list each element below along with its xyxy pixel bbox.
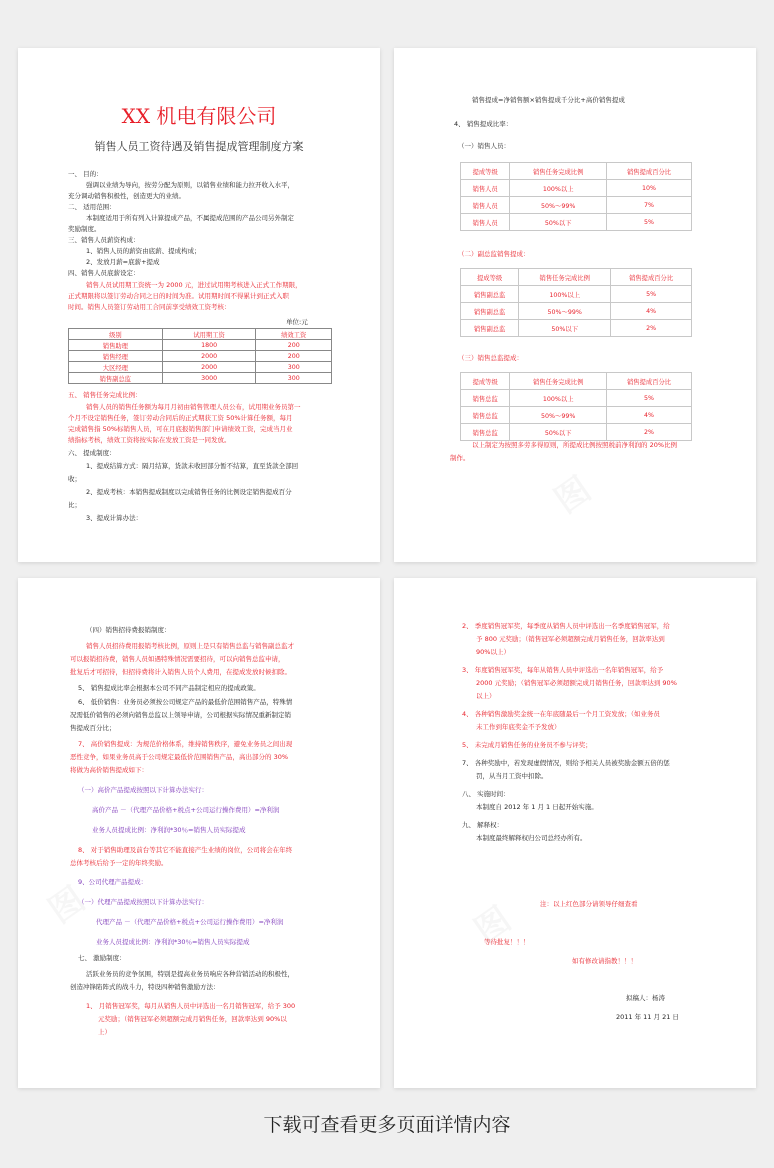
table-cell: 销售总监 (461, 424, 510, 441)
table-header-cell: 提成等级 (461, 163, 510, 180)
red-text-line: 总体考核后给予一定的年终奖励。 (70, 859, 168, 867)
document-page-3 (18, 578, 380, 1088)
table-cell: 销售人员 (461, 214, 510, 231)
table-cell: 2000 (162, 362, 256, 373)
table-cell: 100%以上 (519, 286, 611, 303)
section-heading: （四）销售招待费报销制度： (86, 626, 171, 634)
table-row (461, 197, 692, 214)
red-text-line: 销售人员招待费用报销考核比例，原则上是只有销售总监与销售副总监才 (86, 642, 294, 650)
table-cell: 销售副总监 (461, 303, 519, 320)
table-cell: 销售人员 (461, 180, 510, 197)
text-line: 罚，从当月工资中扣除。 (476, 772, 548, 780)
red-text-line: 绩指标考核，绩效工资将按实际在发放工资是一同发放。 (68, 436, 231, 444)
red-text-line: 正式期限将以签订劳动合同之日的时间为准。试用期时间不得累计到正式入职 (68, 292, 289, 300)
table-row (461, 214, 692, 231)
text-line: 1、销售人员的薪资由底薪、提成构成； (86, 247, 201, 255)
text-line: 四、销售人员底薪设定： (68, 269, 140, 277)
text-line: 一、 目的： (68, 170, 103, 178)
table-cell: 4% (607, 407, 692, 424)
section-heading: 4、 销售提成比率： (454, 120, 513, 128)
table-cell: 50%～99% (519, 303, 611, 320)
table-cell: 销售总监 (461, 390, 510, 407)
red-text-line: 未工作到年底奖金不予发放） (476, 723, 561, 731)
group-label: （一）销售人员： (458, 142, 510, 150)
text-line: 本制度自 2012 年 1 月 1 日起开始实施。 (476, 803, 598, 811)
table-header-cell: 销售任务完成比例 (510, 373, 607, 390)
red-text-line: 予 800 元奖励；（销售冠军必须超额完成月销售任务，回款率达到 (476, 635, 665, 643)
text-line: 创造冲锋陷阵式的战斗力，特设四种销售激励方法： (70, 983, 220, 991)
red-text-line: 恶性竞争，如果业务员高于公司规定最低价范围销售产品，高出部分的 30% (70, 753, 289, 761)
purple-text-line: 业务人员提成比例：净利润*30％=销售人员实际提成 (96, 938, 250, 946)
text-line: 强调以业绩为导向，按劳分配为原则，以销售业绩和能力拉开收入水平， (86, 181, 294, 189)
red-text-line: 8、 对于销售助理及前台等其它不能直接产生业绩的岗位，公司将会在年终 (78, 846, 293, 854)
red-note: 等待批复！！！ (484, 938, 530, 946)
drafter-signature: 拟稿人：杨涛 (626, 994, 665, 1002)
red-text-line: 将做为高价销售提成如下： (70, 766, 148, 774)
download-caption: 下载可查看更多页面详情内容 (263, 1114, 511, 1136)
text-line: 本制度最终解释权归公司总经办所有。 (476, 834, 587, 842)
table-cell: 销售总监 (461, 407, 510, 424)
commission-table-director (460, 372, 692, 441)
table-cell: 销售副总监 (69, 373, 163, 384)
table-header-cell: 销售任务完成比例 (519, 269, 611, 286)
table-row (69, 351, 332, 362)
table-cell: 销售人员 (461, 197, 510, 214)
red-text-line: 上） (98, 1028, 111, 1036)
red-text-line: 2000 元奖励；（销售冠军必须超额完成月销售任务，回款率达到 90% (476, 679, 677, 687)
red-text-line: 销售人员的销售任务额为每月月初由销售管理人员公布，试用期业务员第一 (86, 403, 301, 411)
red-text-line: 个月不设定销售任务，签订劳动合同后的正式期获工资 50%计算任务额，每月 (68, 414, 293, 422)
document-page-2 (394, 48, 756, 562)
purple-text-line: （一）代理产品提成按照以下计算办法实行： (78, 898, 208, 906)
table-cell: 7% (607, 197, 692, 214)
table-row (461, 286, 692, 303)
table-row (69, 373, 332, 384)
text-line: 活跃业务员的竞争氛围，特别是提高业务员响应各种营销活动的积极性， (86, 970, 294, 978)
red-text-line: 完成销售指 50%标销售人员，可在月底报销售部门申请绩效工资，完成当月业 (68, 425, 293, 433)
table-header-cell: 销售提成百分比 (611, 269, 692, 286)
table-header-cell: 销售提成百分比 (607, 373, 692, 390)
table-header-row (461, 373, 692, 390)
red-note: 注：以上红色部分请领导仔细查看 (540, 900, 638, 908)
purple-text-line: 9、公司代理产品提成： (78, 878, 148, 886)
purple-text-line: 业务人员提成比例：净利润*30％=销售人员实际提成 (92, 826, 246, 834)
table-cell: 销售副总监 (461, 320, 519, 337)
table-cell: 50%以下 (510, 214, 607, 231)
text-line: 三、销售人员薪资构成： (68, 236, 140, 244)
text-line: 本制度适用于所有列入计算提成产品，不属提成范围的产品公司另外制定 (86, 214, 294, 222)
red-text-line: 2、 季度销售冠军奖，每季度从销售人员中评选出一名季度销售冠军，给 (462, 622, 670, 630)
table-cell: 5% (607, 390, 692, 407)
commission-table-sales (460, 162, 692, 231)
red-text-line: 以上制定为按照多劳多得原则，所提成比例按照税前净利润的 20%比例 (472, 441, 678, 449)
document-page-1 (18, 48, 380, 562)
text-line: 六、 提成制度： (68, 449, 116, 457)
section-heading: 九、 解释权： (462, 821, 504, 829)
table-cell: 200 (256, 340, 332, 351)
table-cell: 300 (256, 373, 332, 384)
table-row (461, 424, 692, 441)
table-header-cell: 销售任务完成比例 (510, 163, 607, 180)
table-cell: 销售副总监 (461, 286, 519, 303)
text-line: 售提成百分比； (70, 724, 116, 732)
text-line: 况需低价销售的必须向销售总监以上领导申请，公司根据实际情况重新制定销 (70, 711, 291, 719)
text-line: 比； (68, 501, 81, 509)
document-title: 销售人员工资待遇及销售提成管理制度方案 (94, 140, 304, 153)
table-cell: 5% (611, 286, 692, 303)
text-line: 7、 各种奖励中，若发现虚假情况，则给予相关人员被奖励金额五倍的惩 (462, 759, 670, 767)
red-text-line: 元奖励；（销售冠军必须超额完成月销售任务，回款率达到 90%以 (98, 1015, 287, 1023)
table-cell: 200 (256, 351, 332, 362)
table-row (69, 362, 332, 373)
table-row (461, 303, 692, 320)
text-line: 收； (68, 475, 81, 483)
table-header-row (69, 329, 332, 340)
red-text-line: 销售人员试用期工资统一为 2000 元，进过试用期考核进入正式工作期限， (86, 281, 302, 289)
table-header-row (461, 163, 692, 180)
purple-text-line: 高价产品 －（代理产品价格+税点+公司运行操作费用）=净利润 (92, 806, 280, 814)
red-text-line: 3、 年度销售冠军奖，每年从销售人员中评选出一名年销售冠军，给予 (462, 666, 664, 674)
red-text-line: 5、 未完成月销售任务的业务员不参与评奖； (462, 741, 592, 749)
company-name: XX 机电有限公司 (121, 104, 277, 128)
table-cell: 100%以上 (510, 390, 607, 407)
document-date: 2011 年 11 月 21 日 (616, 1013, 679, 1021)
table-cell: 3000 (162, 373, 256, 384)
table-cell: 50%以下 (519, 320, 611, 337)
table-cell: 2000 (162, 351, 256, 362)
table-row (461, 390, 692, 407)
section-heading: 五、 销售任务完成比例： (68, 391, 142, 399)
text-line: 2、发放月薪=底薪+提成 (86, 258, 160, 266)
table-header-cell: 绩效工资 (256, 329, 332, 340)
table-cell: 1800 (162, 340, 256, 351)
table-cell: 大区经理 (69, 362, 163, 373)
document-page-4 (394, 578, 756, 1088)
text-line: 二、 适用范围： (68, 203, 116, 211)
table-header-cell: 级别 (69, 329, 163, 340)
unit-label: 单位:元 (286, 318, 308, 326)
table-cell: 10% (607, 180, 692, 197)
table-header-cell: 提成等级 (461, 269, 519, 286)
table-cell: 100%以上 (510, 180, 607, 197)
text-line: 3、提成计算办法： (86, 514, 143, 522)
red-text-line: 制作。 (450, 454, 470, 462)
formula-line: 销售提成=净销售额×销售提成千分比+高价销售提成 (472, 96, 625, 104)
text-line: 6、 低价销售：业务员必须按公司规定产品的最低价范围销售产品，特殊情 (78, 698, 293, 706)
table-cell: 2% (611, 320, 692, 337)
text-line: 奖励制度。 (68, 225, 101, 233)
table-row (461, 180, 692, 197)
table-cell: 2% (607, 424, 692, 441)
watermark (543, 463, 599, 523)
text-line: 2、提成考核：本销售提成制度以完成销售任务的比例设定销售提成百分 (86, 488, 292, 496)
red-text-line: 1、 月销售冠军奖，每月从销售人员中评选出一名月销售冠军，给予 300 (86, 1002, 296, 1010)
red-text-line: 批复后才可招待，但招待费将计入销售人员个人费用，在提成发放时候扣除。 (70, 668, 291, 676)
table-cell: 5% (607, 214, 692, 231)
table-header-cell: 销售提成百分比 (607, 163, 692, 180)
table-cell: 销售助理 (69, 340, 163, 351)
salary-table (68, 328, 332, 384)
table-cell: 4% (611, 303, 692, 320)
table-row (461, 320, 692, 337)
table-header-cell: 试用期工资 (162, 329, 256, 340)
red-text-line: 90%以上） (476, 648, 510, 656)
text-line: 5、 销售提成比率会根据本公司不同产品制定相应的提成政策。 (78, 684, 260, 692)
red-text-line: 4、 各种销售激励奖金统一在年底随最后一个月工资发放；（如业务员 (462, 710, 660, 718)
red-text-line: 7、 高价销售提成：为规范价格体系，维持销售秩序，避免业务员之间出现 (78, 740, 293, 748)
table-header-cell: 提成等级 (461, 373, 510, 390)
table-cell: 50%以下 (510, 424, 607, 441)
table-cell: 销售经理 (69, 351, 163, 362)
group-label: （二）副总监销售提成： (458, 250, 530, 258)
section-heading: 七、 激励制度： (78, 954, 126, 962)
table-cell: 300 (256, 362, 332, 373)
table-cell: 50%～99% (510, 407, 607, 424)
text-line: 充分调动销售积极性，创造更大的业绩。 (68, 192, 185, 200)
table-row (69, 340, 332, 351)
purple-text-line: 代理产品 －（代理产品价格+税点+公司运行操作费用）=净利润 (96, 918, 284, 926)
red-text-line: 时间。销售人员签订劳动用工合同前享受绩效工资考核： (68, 303, 231, 311)
group-label: （三）销售总监提成： (458, 354, 523, 362)
red-text-line: 可以报销招待费，销售人员如遇特殊情况需要招待，可以向销售总监申请， (70, 655, 285, 663)
text-line: 1、提成结算方式：隔月结算，货款未收回部分暂不结算，直至货款全部回 (86, 462, 299, 470)
red-text-line: 以上） (476, 692, 496, 700)
table-row (461, 407, 692, 424)
table-cell: 50%～99% (510, 197, 607, 214)
section-heading: 八、 实施时间： (462, 790, 510, 798)
table-header-row (461, 269, 692, 286)
purple-text-line: （一）高价产品提成按照以下计算办法实行： (78, 786, 208, 794)
red-note: 如有修改请指教！！！ (572, 957, 637, 965)
commission-table-deputy-director (460, 268, 692, 337)
